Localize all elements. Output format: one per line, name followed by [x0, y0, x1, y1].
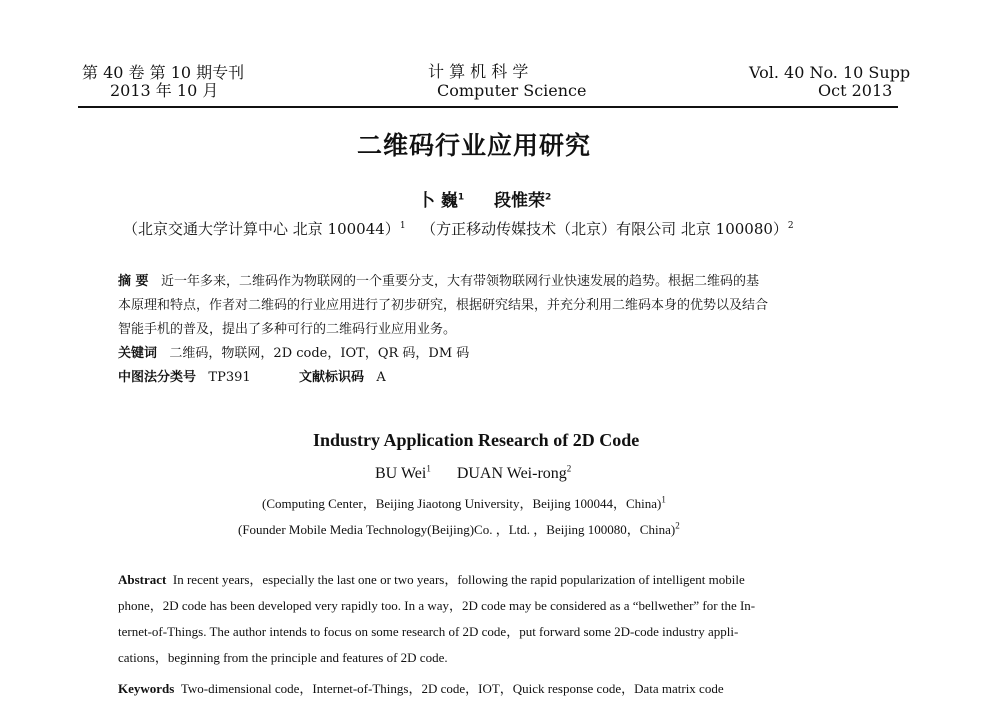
abstract-text-line: 本原理和特点，作者对二维码的行业应用进行了初步研究，根据研究结果，并充分利用二维码本身的优势以及结合: [118, 298, 769, 313]
keywords-label-cn: 关键词: [118, 346, 158, 361]
affiliation: (Computing Center，Beijing Jiaotong University，Beijing 100044，China): [262, 496, 662, 511]
author-name: 卜 巍: [418, 191, 458, 211]
affil-marker: 1: [426, 463, 431, 474]
abstract-text-line: ternet-of-Things. The author intends to focus on some research of 2D code，put forward some 2D-code industry appli-: [118, 624, 739, 639]
header-rule: [78, 106, 898, 108]
author-name: DUAN Wei-rong: [456, 465, 567, 482]
abstract-text-line: 智能手机的普及，提出了多种可行的二维码行业应用业务。: [118, 322, 457, 337]
affiliations-cn: [123, 218, 794, 239]
journal-issue: 第 40 卷 第 10 期专刊: [82, 63, 245, 82]
doc-code-label: 文献标识码: [298, 370, 364, 385]
clc-number: TP391: [208, 370, 251, 385]
abstract-en: [118, 567, 755, 671]
journal-name-en: Computer Science: [437, 81, 587, 100]
affil-marker: 1: [661, 494, 666, 505]
affiliation-en: [262, 493, 666, 512]
keywords-cn: 二维码，物联网，2D code，IOT，QR 码，DM 码: [169, 346, 470, 361]
doc-code: A: [376, 370, 386, 385]
affiliation-en: [238, 519, 680, 538]
affil-marker: 2: [675, 520, 680, 531]
affil-marker: 1: [399, 221, 406, 231]
affiliation: (Founder Mobile Media Technology(Beijing)Co. ，Ltd. ，Beijing 100080，China): [238, 522, 676, 537]
abstract-text-line: In recent years，especially the last one or two years，following the rapid popularization of intelligent mobile: [172, 572, 745, 587]
authors-en: [375, 465, 571, 483]
abstract-label-en: Abstract: [118, 572, 167, 587]
affil-marker: 1: [457, 192, 465, 203]
journal-date-en: Oct 2013: [818, 81, 893, 100]
abstract-text-line: phone，2D code has been developed very rapidly too. In a way，2D code may be considered as a “bellwether” for the In-: [118, 598, 756, 613]
abstract-cn: [118, 270, 768, 390]
journal-volume-en: Vol. 40 No. 10 Supp: [749, 63, 911, 82]
journal-date: 2013 年 10 月: [110, 81, 219, 100]
journal-name-cn: 计 算 机 科 学: [428, 62, 529, 81]
authors-cn: [418, 186, 551, 211]
affiliation: （方正移动传媒技术（北京）有限公司 北京 100080）: [421, 220, 788, 238]
affil-marker: 2: [566, 463, 572, 474]
keywords-en: Two-dimensional code，Internet-of-Things，2D code，IOT，Quick response code，Data matrix code: [180, 681, 724, 696]
abstract-text-line: 近一年多来，二维码作为物联网的一个重要分支，大有带领物联网行业快速发展的趋势。根据二维码的基: [160, 274, 759, 289]
paper-title-en: Industry Application Research of 2D Code: [313, 430, 640, 450]
author-name: 段惟荣: [494, 191, 546, 211]
keywords-en-line: [118, 676, 724, 702]
clc-label: 中图法分类号: [118, 370, 197, 385]
keywords-label-en: Keywords: [118, 681, 175, 696]
paper-title-cn: 二维码行业应用研究: [357, 131, 592, 160]
abstract-text-line: cations，beginning from the principle and features of 2D code.: [118, 650, 448, 665]
abstract-label-cn: 摘 要: [118, 274, 149, 289]
affiliation: （北京交通大学计算中心 北京 100044）: [123, 220, 400, 238]
affil-marker: 2: [787, 221, 794, 231]
keywords-en-clipped: [0, 672, 1000, 696]
author-name: BU Wei: [375, 465, 427, 482]
affil-marker: 2: [545, 192, 552, 203]
